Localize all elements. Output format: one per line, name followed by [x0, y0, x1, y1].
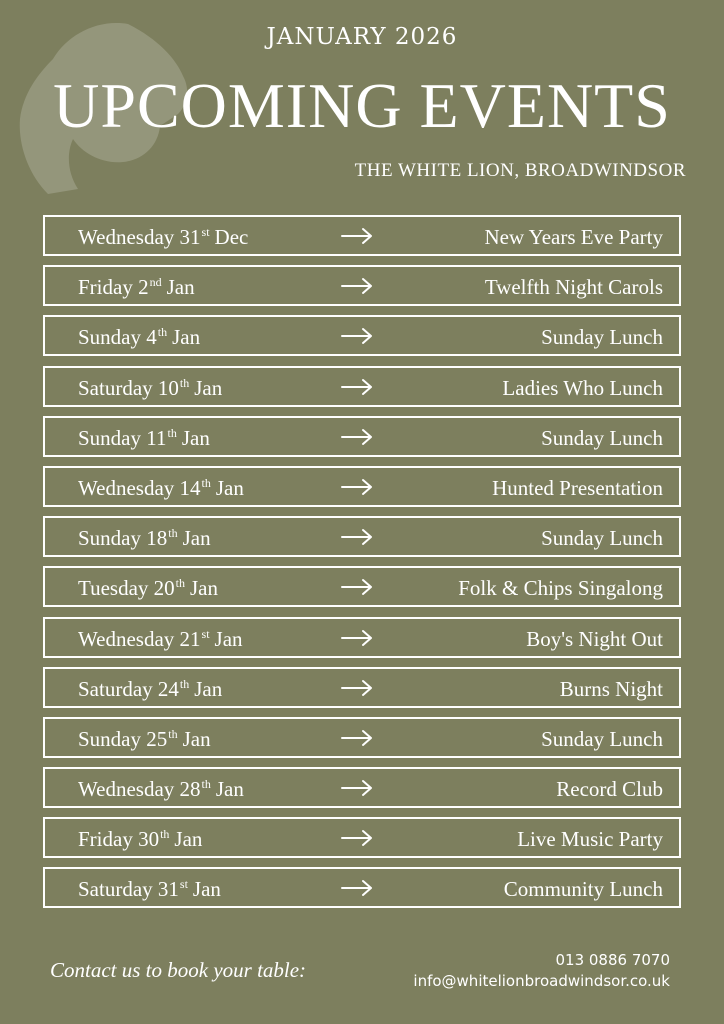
event-name: Sunday Lunch: [541, 325, 663, 350]
event-day-suffix: th: [157, 325, 168, 340]
event-day-number: 11: [146, 425, 167, 450]
event-name: Live Music Party: [517, 827, 663, 852]
event-month: Jan: [215, 777, 244, 802]
event-month: Jan: [172, 325, 201, 350]
event-date: [78, 476, 244, 501]
event-name: Burns Night: [559, 676, 663, 701]
event-row: [43, 667, 681, 708]
event-date: [78, 727, 211, 752]
event-weekday: Sunday: [78, 325, 141, 350]
event-weekday: Wednesday: [78, 777, 175, 802]
event-row: [43, 617, 681, 658]
arrow-right-icon: [341, 629, 373, 647]
arrow-right-icon: [341, 478, 373, 496]
event-day-number: 20: [153, 576, 175, 601]
event-day-suffix: th: [167, 425, 177, 440]
event-month: Jan: [194, 676, 223, 701]
event-row: [43, 366, 681, 407]
event-weekday: Saturday: [78, 676, 153, 701]
event-name: Hunted Presentation: [492, 475, 663, 500]
event-month: Dec: [214, 225, 249, 249]
event-date: [78, 325, 200, 350]
arrow-right-icon: [341, 277, 373, 295]
event-row: [43, 516, 681, 557]
event-name: Sunday Lunch: [541, 526, 663, 551]
event-day-suffix: st: [201, 225, 210, 239]
event-day-number: 28: [179, 777, 201, 802]
event-day-suffix: st: [201, 626, 210, 641]
event-day-suffix: th: [179, 375, 190, 390]
event-name: New Years Eve Party: [484, 225, 663, 249]
event-row: [43, 867, 681, 908]
arrow-right-icon: [341, 528, 373, 546]
event-day-number: 31: [157, 877, 179, 902]
arrow-right-icon: [341, 378, 373, 396]
event-weekday: Wednesday: [78, 626, 175, 651]
events-list: [43, 215, 681, 918]
arrow-right-icon: [341, 729, 373, 747]
event-row: [43, 215, 681, 256]
event-month: Jan: [192, 877, 221, 902]
event-name: Community Lunch: [503, 877, 663, 902]
month-heading: JANUARY 2026: [266, 24, 458, 50]
event-date: [78, 576, 218, 601]
arrow-right-icon: [341, 227, 373, 245]
event-row: [43, 315, 681, 356]
event-date: [78, 275, 195, 300]
phone-number[interactable]: 013 0886 7070: [555, 951, 670, 969]
venue-name: THE WHITE LION, BROADWINDSOR: [354, 160, 686, 181]
arrow-right-icon: [341, 779, 373, 797]
event-date: [78, 877, 221, 902]
event-month: Jan: [214, 626, 243, 651]
event-row: [43, 717, 681, 758]
event-weekday: Friday: [78, 827, 133, 852]
event-row: [43, 416, 681, 457]
event-day-suffix: nd: [149, 275, 162, 290]
event-weekday: Tuesday: [78, 576, 149, 601]
event-date: [78, 677, 222, 702]
arrow-right-icon: [341, 829, 373, 847]
event-date: [78, 426, 210, 451]
event-day-suffix: th: [201, 777, 211, 792]
event-month: Jan: [181, 425, 210, 450]
event-name: Sunday Lunch: [541, 726, 663, 751]
event-month: Jan: [182, 726, 211, 751]
event-name: Folk & Chips Singalong: [458, 576, 663, 601]
event-date: [78, 225, 248, 250]
event-date: [78, 627, 243, 652]
event-month: Jan: [166, 275, 195, 300]
contact-prompt: Contact us to book your table:: [50, 958, 307, 982]
event-name: Ladies Who Lunch: [502, 375, 663, 400]
event-weekday: Sunday: [78, 526, 141, 551]
arrow-right-icon: [341, 679, 373, 697]
event-day-number: 30: [138, 827, 160, 852]
event-month: Jan: [174, 827, 203, 852]
event-day-suffix: th: [179, 676, 190, 691]
arrow-right-icon: [341, 578, 373, 596]
event-name: Twelfth Night Carols: [484, 275, 663, 300]
event-weekday: Wednesday: [78, 475, 175, 500]
event-day-number: 4: [146, 325, 157, 350]
event-date: [78, 777, 244, 802]
event-name: Record Club: [556, 777, 663, 802]
event-weekday: Wednesday: [78, 225, 175, 249]
event-row: [43, 767, 681, 808]
event-weekday: Saturday: [78, 877, 153, 902]
event-day-suffix: th: [168, 526, 178, 541]
event-day-number: 2: [138, 275, 149, 300]
event-row: [43, 566, 681, 607]
event-day-number: 24: [157, 676, 179, 701]
event-row: [43, 265, 681, 306]
email-address[interactable]: info@whitelionbroadwindsor.co.uk: [413, 972, 670, 990]
event-row: [43, 817, 681, 858]
event-day-number: 14: [179, 475, 201, 500]
arrow-right-icon: [341, 327, 373, 345]
event-day-suffix: th: [160, 827, 170, 842]
event-day-suffix: th: [175, 576, 185, 591]
event-name: Sunday Lunch: [541, 425, 663, 450]
event-month: Jan: [182, 526, 211, 551]
event-day-suffix: th: [201, 475, 211, 490]
event-weekday: Sunday: [78, 425, 141, 450]
event-row: [43, 466, 681, 507]
event-day-number: 31: [179, 225, 201, 249]
arrow-right-icon: [341, 879, 373, 897]
event-month: Jan: [194, 375, 223, 400]
event-weekday: Saturday: [78, 375, 153, 400]
page-title: UPCOMING EVENTS: [53, 70, 671, 141]
event-date: [78, 526, 211, 551]
event-month: Jan: [215, 475, 244, 500]
event-day-suffix: st: [179, 877, 188, 892]
event-weekday: Sunday: [78, 726, 141, 751]
event-day-number: 25: [146, 726, 168, 751]
event-month: Jan: [190, 576, 218, 601]
event-day-number: 21: [179, 626, 201, 651]
event-day-suffix: th: [168, 726, 178, 741]
event-date: [78, 376, 222, 401]
event-date: [78, 827, 202, 852]
event-name: Boy's Night Out: [526, 626, 663, 651]
event-weekday: Friday: [78, 275, 133, 300]
arrow-right-icon: [341, 428, 373, 446]
event-day-number: 10: [157, 375, 179, 400]
event-day-number: 18: [146, 526, 168, 551]
